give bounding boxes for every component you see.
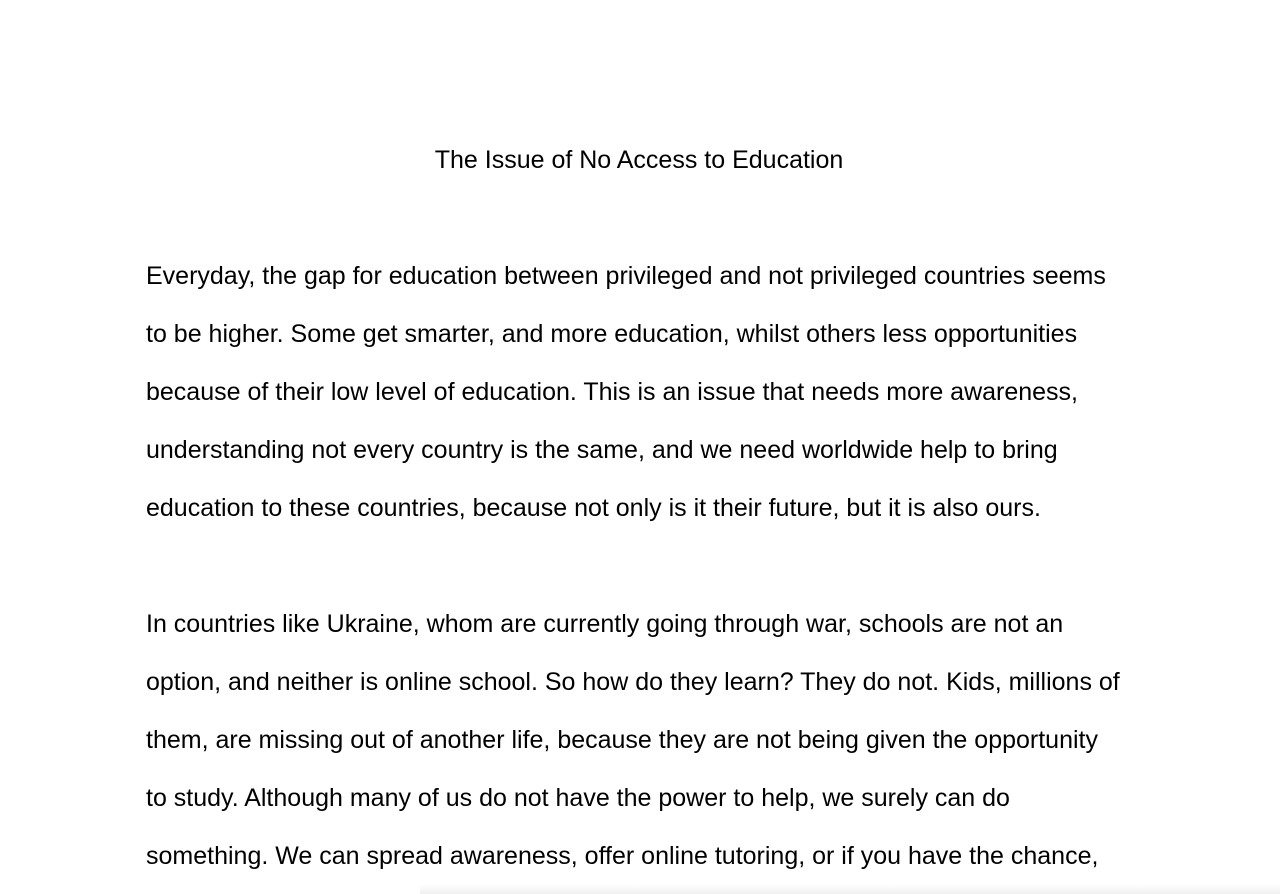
- paragraph-line: option, and neither is online school. So how do they learn? They do not. Kids, millions of: [146, 668, 1120, 696]
- page-bottom-shadow: [420, 884, 1280, 894]
- paragraph-line: education to these countries, because not only is it their future, but it is also ours.: [146, 494, 1041, 522]
- paragraph-line: them, are missing out of another life, because they are not being given the opportunity: [146, 726, 1098, 754]
- paragraph-line: In countries like Ukraine, whom are currently going through war, schools are not an: [146, 610, 1064, 638]
- paragraph-line: something. We can spread awareness, offer online tutoring, or if you have the chance,: [146, 842, 1099, 870]
- paragraph-line: understanding not every country is the same, and we need worldwide help to bring: [146, 436, 1058, 464]
- document-title: The Issue of No Access to Education: [434, 146, 844, 174]
- paragraph-line: to be higher. Some get smarter, and more education, whilst others less opportunities: [146, 320, 1078, 348]
- paragraph-line: because of their low level of education. This is an issue that needs more awareness,: [146, 378, 1079, 406]
- paragraph-line: Everyday, the gap for education between privileged and not privileged countries seems: [146, 262, 1106, 290]
- paragraph-line: to study. Although many of us do not have the power to help, we surely can do: [146, 784, 1010, 812]
